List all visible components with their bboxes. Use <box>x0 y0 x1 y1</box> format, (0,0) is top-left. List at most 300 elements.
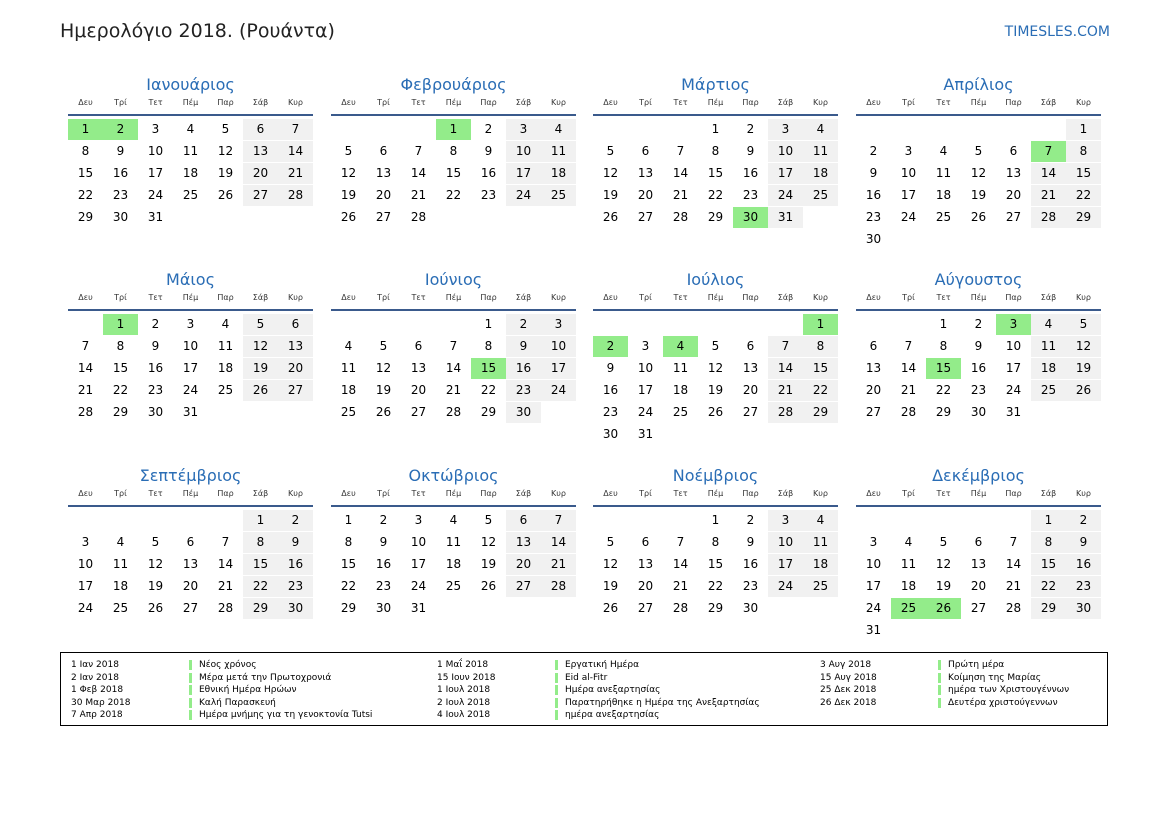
day-cell: 17 <box>77 579 94 593</box>
day-cell: 11 <box>340 361 357 375</box>
day-cell: 9 <box>278 532 313 553</box>
day-cell: 14 <box>672 166 689 180</box>
month-divider <box>856 309 1101 311</box>
day-cell: 26 <box>1066 380 1101 401</box>
day-cell: 1 <box>243 510 278 531</box>
holiday-name: Πρώτη μέρα <box>948 660 1005 670</box>
day-cell: 9 <box>1066 532 1101 553</box>
day-cell: 22 <box>340 579 357 593</box>
day-cell: 22 <box>243 576 278 597</box>
day-cell: 14 <box>278 141 313 162</box>
month-block <box>68 270 313 440</box>
weekday-label: Δευ <box>341 98 356 107</box>
day-cell: 26 <box>970 210 987 224</box>
month-divider <box>331 114 576 116</box>
holiday-date: 25 Δεκ 2018 <box>820 685 877 695</box>
day-cell: 10 <box>541 336 576 357</box>
month-name: Ιανουάριος <box>146 75 235 94</box>
weekday-header <box>331 293 576 305</box>
day-cell: 6 <box>1009 144 1018 158</box>
day-grid <box>68 119 313 251</box>
holiday-row <box>437 659 777 672</box>
weekday-label: Σάβ <box>515 98 532 107</box>
day-cell: 21 <box>900 383 917 397</box>
day-cell: 21 <box>410 188 427 202</box>
day-cell: 11 <box>182 144 199 158</box>
day-cell: 27 <box>637 210 654 224</box>
holiday-row <box>71 709 411 722</box>
month-name: Νοέμβριος <box>672 466 759 485</box>
weekday-label: Σάβ <box>515 293 532 302</box>
day-cell: 14 <box>1031 163 1066 184</box>
day-cell: 19 <box>970 188 987 202</box>
day-cell: 5 <box>606 535 615 549</box>
day-cell: 27 <box>375 210 392 224</box>
weekday-label: Σάβ <box>1040 489 1057 498</box>
day-cell: 22 <box>803 380 838 401</box>
day-cell: 13 <box>243 141 278 162</box>
day-cell: 26 <box>217 188 234 202</box>
day-cell: 30 <box>865 232 882 246</box>
day-cell: 21 <box>278 163 313 184</box>
day-cell: 20 <box>970 579 987 593</box>
day-cell: 30 <box>970 405 987 419</box>
day-cell: 15 <box>1031 554 1066 575</box>
day-cell: 15 <box>340 557 357 571</box>
day-cell: 1 <box>1066 119 1101 140</box>
day-grid <box>593 314 838 446</box>
day-cell: 20 <box>1005 188 1022 202</box>
day-cell: 19 <box>602 188 619 202</box>
day-cell: 23 <box>970 383 987 397</box>
day-cell: 18 <box>340 383 357 397</box>
day-cell: 1 <box>939 317 948 331</box>
day-cell: 9 <box>746 535 755 549</box>
day-cell: 12 <box>970 166 987 180</box>
holiday-marker <box>189 698 192 708</box>
month-divider <box>68 309 313 311</box>
day-cell: 7 <box>414 144 423 158</box>
day-cell: 13 <box>742 361 759 375</box>
weekday-header <box>593 293 838 305</box>
day-cell: 6 <box>379 144 388 158</box>
day-cell: 15 <box>77 166 94 180</box>
day-cell: 22 <box>112 383 129 397</box>
day-cell: 14 <box>900 361 917 375</box>
day-cell: 23 <box>278 576 313 597</box>
day-cell: 9 <box>606 361 615 375</box>
day-cell: 8 <box>449 144 458 158</box>
weekday-label: Τρί <box>639 98 652 107</box>
day-cell: 16 <box>970 361 987 375</box>
day-cell: 27 <box>637 601 654 615</box>
holiday-date: 2 Ιαν 2018 <box>71 672 119 683</box>
weekday-label: Πέμ <box>970 293 987 302</box>
weekday-label: Τετ <box>411 489 426 498</box>
day-cell: 30 <box>375 601 392 615</box>
day-cell: 13 <box>1005 166 1022 180</box>
weekday-label: Δευ <box>866 489 881 498</box>
holiday-name: ημέρα ανεξαρτησίας <box>565 710 660 720</box>
day-cell: 18 <box>445 557 462 571</box>
holiday-cell: 7 <box>1031 141 1066 162</box>
holiday-marker <box>938 673 941 683</box>
holiday-row <box>820 672 1160 685</box>
holiday-name: Ημέρα μνήμης για τη γενοκτονία Tutsi <box>199 710 373 720</box>
day-cell: 14 <box>217 557 234 571</box>
weekday-label: Σάβ <box>252 489 269 498</box>
day-cell: 1 <box>344 513 353 527</box>
day-cell: 30 <box>112 210 129 224</box>
day-cell: 8 <box>803 336 838 357</box>
weekday-label: Δευ <box>603 293 618 302</box>
day-cell: 13 <box>375 166 392 180</box>
day-cell: 20 <box>506 554 541 575</box>
day-cell: 21 <box>445 383 462 397</box>
day-cell: 14 <box>445 361 462 375</box>
holiday-name: Νέος χρόνος <box>199 660 257 670</box>
weekday-label: Κυρ <box>1076 489 1091 498</box>
weekday-label: Παρ <box>742 489 759 498</box>
day-cell: 3 <box>414 513 423 527</box>
day-cell: 7 <box>541 510 576 531</box>
weekday-header <box>68 489 313 501</box>
day-cell: 9 <box>974 339 983 353</box>
day-cell: 29 <box>707 210 724 224</box>
day-cell: 18 <box>672 383 689 397</box>
day-cell: 7 <box>81 339 90 353</box>
day-cell: 24 <box>768 185 803 206</box>
day-cell: 21 <box>1031 185 1066 206</box>
day-cell: 6 <box>974 535 983 549</box>
day-cell: 15 <box>445 166 462 180</box>
day-cell: 23 <box>1066 576 1101 597</box>
holiday-row <box>71 684 411 697</box>
holiday-date: 3 Αυγ 2018 <box>820 660 872 670</box>
day-cell: 14 <box>1005 557 1022 571</box>
weekday-label: Παρ <box>217 293 234 302</box>
day-cell: 11 <box>541 141 576 162</box>
weekday-label: Πέμ <box>970 98 987 107</box>
day-cell: 7 <box>278 119 313 140</box>
day-cell: 14 <box>410 166 427 180</box>
day-cell: 2 <box>379 513 388 527</box>
day-cell: 19 <box>935 579 952 593</box>
holiday-cell: 3 <box>996 314 1031 335</box>
weekday-header <box>593 489 838 501</box>
holiday-marker <box>938 660 941 670</box>
day-cell: 5 <box>379 339 388 353</box>
holiday-marker <box>938 698 941 708</box>
month-block <box>856 75 1101 245</box>
day-cell: 16 <box>480 166 497 180</box>
day-cell: 23 <box>375 579 392 593</box>
weekday-label: Πέμ <box>970 489 987 498</box>
month-name: Φεβρουάριος <box>400 75 507 94</box>
holiday-row <box>820 684 1160 697</box>
day-cell: 25 <box>182 188 199 202</box>
holiday-cell: 26 <box>926 598 961 619</box>
day-cell: 8 <box>116 339 125 353</box>
day-cell: 19 <box>375 383 392 397</box>
holiday-marker <box>555 698 558 708</box>
day-cell: 2 <box>151 317 160 331</box>
weekday-label: Σάβ <box>252 293 269 302</box>
day-cell: 19 <box>217 166 234 180</box>
weekday-label: Κυρ <box>551 293 566 302</box>
holiday-row <box>820 659 1160 672</box>
day-cell: 28 <box>278 185 313 206</box>
day-cell: 2 <box>974 317 983 331</box>
day-cell: 29 <box>1066 207 1101 228</box>
day-cell: 18 <box>217 361 234 375</box>
day-cell: 27 <box>278 380 313 401</box>
month-block <box>593 270 838 440</box>
month-name: Δεκέμβριος <box>932 466 1025 485</box>
day-cell: 7 <box>904 339 913 353</box>
weekday-label: Δευ <box>78 98 93 107</box>
day-cell: 4 <box>186 122 195 136</box>
weekday-label: Παρ <box>480 489 497 498</box>
day-cell: 18 <box>112 579 129 593</box>
weekday-label: Κυρ <box>1076 98 1091 107</box>
day-cell: 24 <box>541 380 576 401</box>
day-cell: 2 <box>484 122 493 136</box>
holiday-cell: 1 <box>803 314 838 335</box>
day-cell: 6 <box>506 510 541 531</box>
weekday-label: Σάβ <box>777 293 794 302</box>
day-cell: 23 <box>602 405 619 419</box>
weekday-label: Σάβ <box>1040 293 1057 302</box>
day-cell: 23 <box>112 188 129 202</box>
weekday-label: Τετ <box>148 98 163 107</box>
day-cell: 17 <box>410 557 427 571</box>
weekday-label: Τρί <box>639 293 652 302</box>
day-cell: 2 <box>869 144 878 158</box>
weekday-label: Κυρ <box>288 98 303 107</box>
day-cell: 23 <box>147 383 164 397</box>
weekday-label: Σάβ <box>777 98 794 107</box>
weekday-label: Τρί <box>114 489 127 498</box>
holiday-cell: 1 <box>103 314 138 335</box>
day-cell: 9 <box>869 166 878 180</box>
weekday-label: Παρ <box>480 293 497 302</box>
weekday-label: Τρί <box>902 293 915 302</box>
day-cell: 13 <box>410 361 427 375</box>
day-cell: 19 <box>480 557 497 571</box>
holiday-marker <box>555 660 558 670</box>
day-cell: 30 <box>147 405 164 419</box>
day-cell: 8 <box>711 535 720 549</box>
weekday-label: Τρί <box>377 293 390 302</box>
day-cell: 10 <box>768 532 803 553</box>
day-cell: 2 <box>746 122 755 136</box>
day-cell: 13 <box>865 361 882 375</box>
day-cell: 3 <box>541 314 576 335</box>
holiday-date: 1 Ιαν 2018 <box>71 660 119 670</box>
day-cell: 28 <box>445 405 462 419</box>
day-cell: 11 <box>803 532 838 553</box>
day-cell: 18 <box>1031 358 1066 379</box>
holiday-marker <box>555 673 558 683</box>
day-cell: 21 <box>1005 579 1022 593</box>
day-cell: 9 <box>379 535 388 549</box>
weekday-header <box>856 293 1101 305</box>
day-cell: 24 <box>1005 383 1022 397</box>
day-cell: 9 <box>506 336 541 357</box>
holiday-cell: 1 <box>68 119 103 140</box>
day-cell: 22 <box>480 383 497 397</box>
day-cell: 12 <box>602 557 619 571</box>
day-cell: 18 <box>541 163 576 184</box>
day-cell: 15 <box>112 361 129 375</box>
day-cell: 2 <box>746 513 755 527</box>
weekday-label: Τρί <box>639 489 652 498</box>
day-cell: 10 <box>768 141 803 162</box>
weekday-label: Πέμ <box>445 293 462 302</box>
weekday-label: Παρ <box>1005 489 1022 498</box>
weekday-label: Κυρ <box>551 489 566 498</box>
day-cell: 28 <box>672 210 689 224</box>
day-cell: 11 <box>900 557 917 571</box>
day-cell: 1 <box>484 317 493 331</box>
day-cell: 12 <box>602 166 619 180</box>
weekday-header <box>856 98 1101 110</box>
day-cell: 25 <box>217 383 234 397</box>
day-cell: 8 <box>484 339 493 353</box>
day-cell: 24 <box>182 383 199 397</box>
day-cell: 9 <box>151 339 160 353</box>
day-cell: 13 <box>970 557 987 571</box>
month-name: Ιούλιος <box>686 270 745 289</box>
weekday-label: Πέμ <box>445 98 462 107</box>
day-cell: 31 <box>637 427 654 441</box>
holiday-marker <box>189 673 192 683</box>
day-cell: 6 <box>641 144 650 158</box>
day-cell: 8 <box>1066 141 1101 162</box>
day-cell: 16 <box>375 557 392 571</box>
day-cell: 19 <box>243 358 278 379</box>
day-cell: 25 <box>803 185 838 206</box>
weekday-label: Τρί <box>902 489 915 498</box>
weekday-label: Τετ <box>673 489 688 498</box>
day-grid <box>331 119 576 251</box>
day-cell: 22 <box>935 383 952 397</box>
day-cell: 31 <box>865 623 882 637</box>
day-cell: 28 <box>1005 601 1022 615</box>
month-name: Ιούνιος <box>424 270 483 289</box>
weekday-label: Δευ <box>341 489 356 498</box>
holiday-name: Εθνική Ημέρα Ηρώων <box>199 685 297 695</box>
day-cell: 11 <box>672 361 689 375</box>
weekday-label: Τρί <box>377 489 390 498</box>
day-cell: 22 <box>707 579 724 593</box>
weekday-label: Τετ <box>148 293 163 302</box>
day-cell: 16 <box>506 358 541 379</box>
day-cell: 8 <box>939 339 948 353</box>
day-cell: 30 <box>278 598 313 619</box>
day-cell: 9 <box>746 144 755 158</box>
day-cell: 4 <box>221 317 230 331</box>
day-cell: 10 <box>1005 339 1022 353</box>
weekday-label: Πέμ <box>182 98 199 107</box>
weekday-label: Παρ <box>1005 98 1022 107</box>
holiday-date: 1 Φεβ 2018 <box>71 685 124 695</box>
day-cell: 4 <box>939 144 948 158</box>
month-name: Σεπτέμβριος <box>139 466 242 485</box>
holiday-name: Παρατηρήθηκε η Ημέρα της Ανεξαρτησίας <box>565 697 760 708</box>
holiday-cell: 30 <box>733 207 768 228</box>
day-cell: 21 <box>672 579 689 593</box>
month-divider <box>593 114 838 116</box>
site-link[interactable]: TIMESLES.COM <box>1004 24 1110 40</box>
day-cell: 3 <box>506 119 541 140</box>
day-cell: 29 <box>243 598 278 619</box>
holiday-name: Κοίμηση της Μαρίας <box>948 672 1042 683</box>
day-cell: 29 <box>77 210 94 224</box>
holiday-date: 4 Ιουλ 2018 <box>437 710 491 720</box>
weekday-label: Παρ <box>1005 293 1022 302</box>
day-cell: 6 <box>869 339 878 353</box>
holiday-date: 26 Δεκ 2018 <box>820 697 877 708</box>
month-name: Μάιος <box>166 270 215 289</box>
day-cell: 22 <box>445 188 462 202</box>
weekday-label: Παρ <box>217 489 234 498</box>
day-cell: 6 <box>278 314 313 335</box>
day-cell: 19 <box>1066 358 1101 379</box>
holiday-column <box>437 659 777 722</box>
day-cell: 17 <box>147 166 164 180</box>
day-cell: 11 <box>445 535 462 549</box>
day-cell: 31 <box>182 405 199 419</box>
day-cell: 4 <box>803 119 838 140</box>
day-cell: 31 <box>1005 405 1022 419</box>
day-grid <box>68 510 313 642</box>
day-cell: 3 <box>151 122 160 136</box>
month-divider <box>68 114 313 116</box>
day-cell: 8 <box>243 532 278 553</box>
weekday-label: Δευ <box>866 98 881 107</box>
day-cell: 12 <box>1066 336 1101 357</box>
day-cell: 14 <box>77 361 94 375</box>
day-cell: 15 <box>1066 163 1101 184</box>
day-cell: 31 <box>147 210 164 224</box>
month-divider <box>856 505 1101 507</box>
day-cell: 20 <box>742 383 759 397</box>
day-cell: 12 <box>480 535 497 549</box>
weekday-label: Δευ <box>78 293 93 302</box>
day-cell: 15 <box>707 557 724 571</box>
day-cell: 10 <box>506 141 541 162</box>
day-cell: 1 <box>711 513 720 527</box>
weekday-label: Τρί <box>114 98 127 107</box>
day-cell: 20 <box>410 383 427 397</box>
day-cell: 4 <box>449 513 458 527</box>
holiday-cell: 4 <box>663 336 698 357</box>
day-cell: 11 <box>217 339 234 353</box>
day-cell: 31 <box>410 601 427 615</box>
day-cell: 28 <box>672 601 689 615</box>
holiday-date: 1 Μαΐ 2018 <box>437 660 489 670</box>
weekday-header <box>856 489 1101 501</box>
day-grid <box>593 510 838 642</box>
weekday-label: Κυρ <box>551 98 566 107</box>
day-cell: 24 <box>410 579 427 593</box>
day-cell: 5 <box>243 314 278 335</box>
day-cell: 16 <box>147 361 164 375</box>
day-cell: 8 <box>1031 532 1066 553</box>
day-cell: 16 <box>742 166 759 180</box>
